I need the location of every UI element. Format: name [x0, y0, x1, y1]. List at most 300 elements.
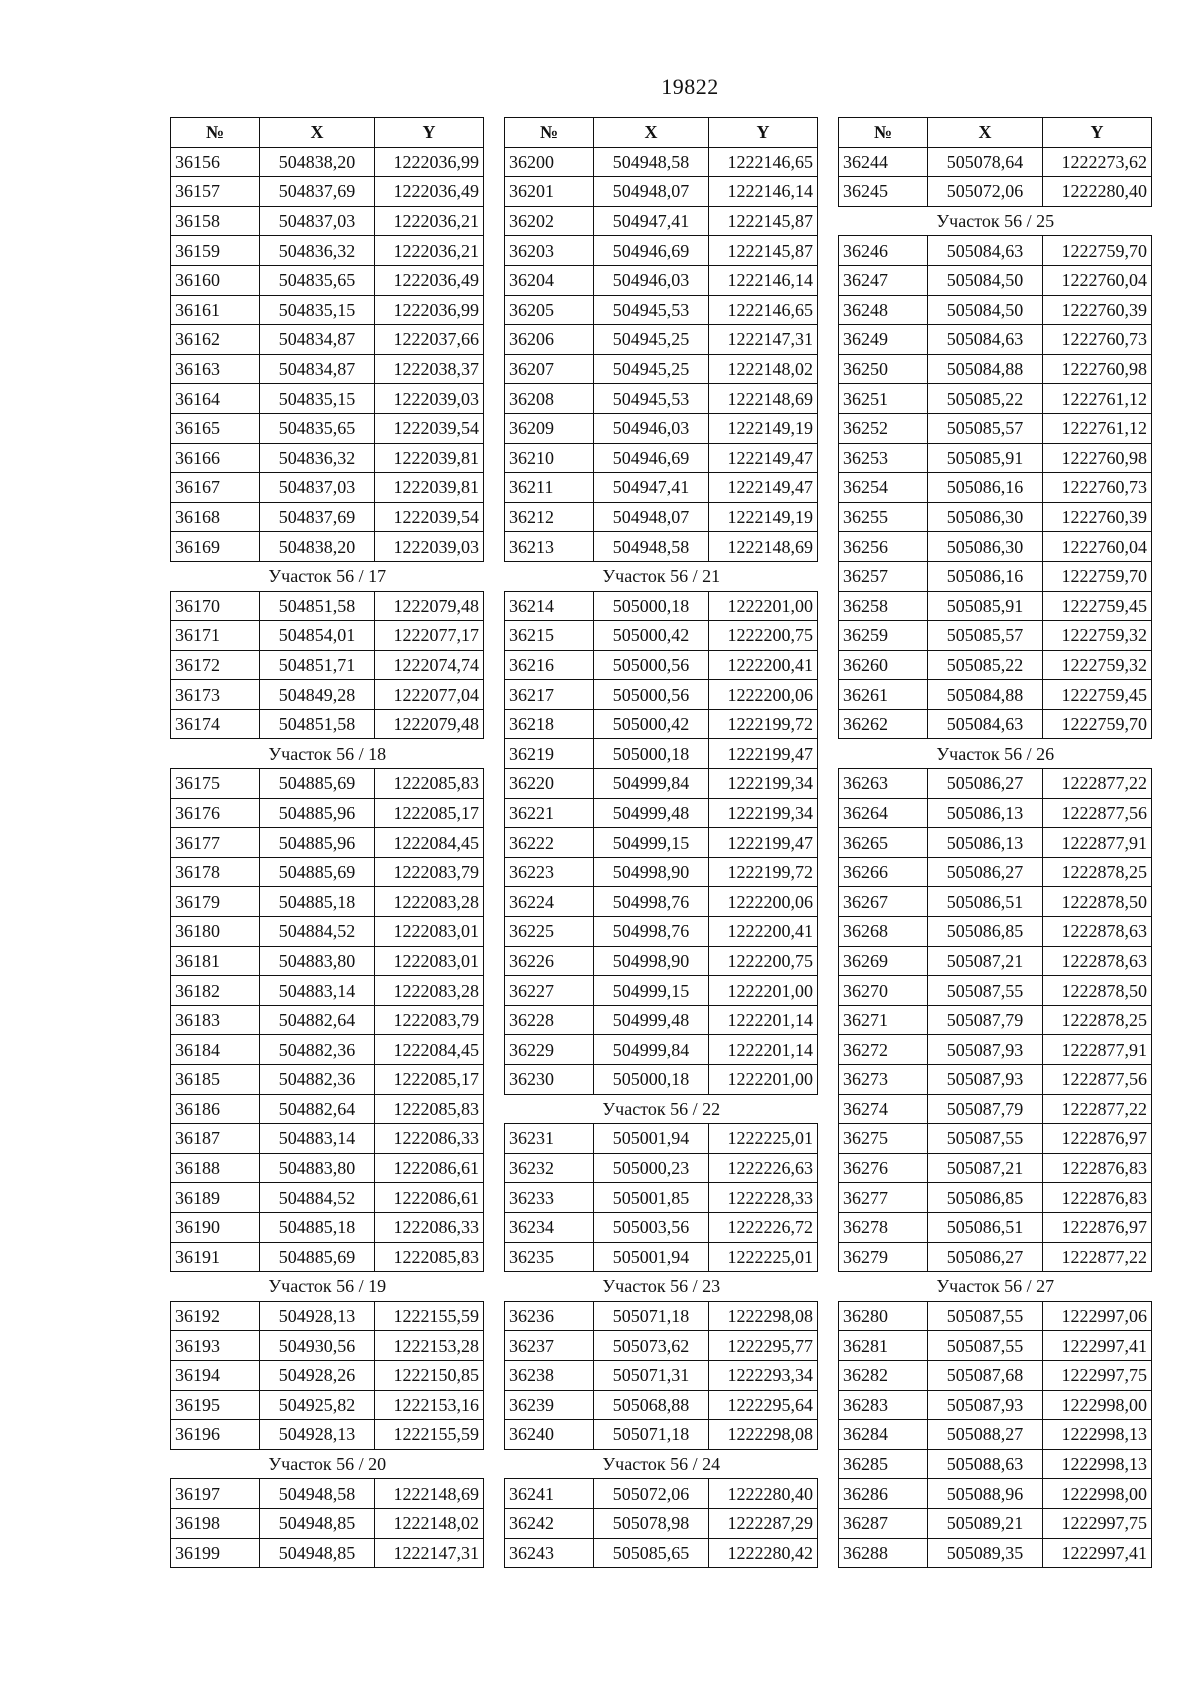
point-number: 36230 [505, 1065, 594, 1095]
x-coordinate: 504948,58 [594, 147, 709, 177]
point-number: 36237 [505, 1331, 594, 1361]
x-coordinate: 505000,23 [594, 1153, 709, 1183]
point-number: 36204 [505, 265, 594, 295]
table-row [839, 1301, 1152, 1331]
y-coordinate: 1222079,48 [375, 591, 484, 621]
y-coordinate: 1222200,75 [709, 946, 818, 976]
y-coordinate: 1222200,41 [709, 650, 818, 680]
point-number: 36181 [171, 946, 260, 976]
x-coordinate: 505084,63 [928, 325, 1043, 355]
y-coordinate: 1222038,37 [375, 354, 484, 384]
table-row [171, 1479, 484, 1509]
x-coordinate: 504948,07 [594, 502, 709, 532]
y-coordinate: 1222997,75 [1043, 1508, 1152, 1538]
x-coordinate: 505073,62 [594, 1331, 709, 1361]
table-row [839, 1153, 1152, 1183]
section-label: Участок 56 / 21 [505, 561, 818, 591]
x-coordinate: 504946,03 [594, 265, 709, 295]
x-coordinate: 505086,27 [928, 1242, 1043, 1272]
point-number: 36270 [839, 976, 928, 1006]
x-coordinate: 504851,58 [260, 591, 375, 621]
y-coordinate: 1222083,28 [375, 976, 484, 1006]
point-number: 36225 [505, 917, 594, 947]
x-coordinate: 505084,88 [928, 354, 1043, 384]
x-coordinate: 504836,32 [260, 236, 375, 266]
table-row [505, 532, 818, 562]
table-row [171, 1094, 484, 1124]
point-number: 36220 [505, 769, 594, 799]
y-coordinate: 1222760,39 [1043, 295, 1152, 325]
x-coordinate: 504837,03 [260, 206, 375, 236]
x-coordinate: 505086,13 [928, 798, 1043, 828]
y-coordinate: 1222083,01 [375, 946, 484, 976]
x-coordinate: 504999,48 [594, 1005, 709, 1035]
y-coordinate: 1222201,14 [709, 1005, 818, 1035]
point-number: 36272 [839, 1035, 928, 1065]
y-coordinate: 1222759,45 [1043, 591, 1152, 621]
y-coordinate: 1222759,70 [1043, 709, 1152, 739]
point-number: 36232 [505, 1153, 594, 1183]
table-row [505, 443, 818, 473]
x-coordinate: 504998,76 [594, 887, 709, 917]
point-number: 36260 [839, 650, 928, 680]
table-row [171, 650, 484, 680]
point-number: 36169 [171, 532, 260, 562]
x-coordinate: 505084,50 [928, 265, 1043, 295]
y-coordinate: 1222280,40 [709, 1479, 818, 1509]
y-coordinate: 1222295,77 [709, 1331, 818, 1361]
point-number: 36251 [839, 384, 928, 414]
header-number: № [171, 118, 260, 148]
y-coordinate: 1222036,99 [375, 295, 484, 325]
table-row [505, 857, 818, 887]
x-coordinate: 505000,18 [594, 591, 709, 621]
y-coordinate: 1222155,59 [375, 1420, 484, 1450]
point-number: 36215 [505, 621, 594, 651]
point-number: 36185 [171, 1065, 260, 1095]
table-row [171, 1124, 484, 1154]
point-number: 36183 [171, 1005, 260, 1035]
x-coordinate: 505084,50 [928, 295, 1043, 325]
table-row [839, 1390, 1152, 1420]
table-row [505, 680, 818, 710]
point-number: 36202 [505, 206, 594, 236]
x-coordinate: 504854,01 [260, 621, 375, 651]
point-number: 36170 [171, 591, 260, 621]
y-coordinate: 1222036,99 [375, 147, 484, 177]
y-coordinate: 1222199,34 [709, 798, 818, 828]
coordinates-table-3 [838, 117, 1151, 1568]
table-row [171, 473, 484, 503]
x-coordinate: 505078,98 [594, 1508, 709, 1538]
y-coordinate: 1222039,54 [375, 413, 484, 443]
y-coordinate: 1222287,29 [709, 1508, 818, 1538]
x-coordinate: 504945,25 [594, 354, 709, 384]
y-coordinate: 1222877,91 [1043, 1035, 1152, 1065]
x-coordinate: 505085,22 [928, 650, 1043, 680]
section-label: Участок 56 / 25 [839, 206, 1152, 236]
table-row [839, 295, 1152, 325]
table-row [839, 384, 1152, 414]
y-coordinate: 1222201,14 [709, 1035, 818, 1065]
y-coordinate: 1222759,70 [1043, 561, 1152, 591]
table-row [505, 1124, 818, 1154]
point-number: 36265 [839, 828, 928, 858]
x-coordinate: 505086,30 [928, 502, 1043, 532]
table-row [171, 443, 484, 473]
y-coordinate: 1222199,72 [709, 857, 818, 887]
y-coordinate: 1222876,97 [1043, 1212, 1152, 1242]
y-coordinate: 1222760,73 [1043, 325, 1152, 355]
y-coordinate: 1222298,08 [709, 1301, 818, 1331]
y-coordinate: 1222155,59 [375, 1301, 484, 1331]
point-number: 36267 [839, 887, 928, 917]
y-coordinate: 1222085,83 [375, 1094, 484, 1124]
table-header-row [839, 118, 1152, 148]
header-x: X [594, 118, 709, 148]
table-row [505, 265, 818, 295]
y-coordinate: 1222759,45 [1043, 680, 1152, 710]
point-number: 36280 [839, 1301, 928, 1331]
x-coordinate: 505084,63 [928, 236, 1043, 266]
point-number: 36203 [505, 236, 594, 266]
table-row [505, 798, 818, 828]
y-coordinate: 1222148,69 [375, 1479, 484, 1509]
point-number: 36157 [171, 177, 260, 207]
y-coordinate: 1222878,50 [1043, 887, 1152, 917]
point-number: 36222 [505, 828, 594, 858]
x-coordinate: 505078,64 [928, 147, 1043, 177]
point-number: 36248 [839, 295, 928, 325]
point-number: 36234 [505, 1212, 594, 1242]
x-coordinate: 505087,93 [928, 1390, 1043, 1420]
table-row [839, 917, 1152, 947]
table-row [171, 532, 484, 562]
point-number: 36194 [171, 1360, 260, 1390]
x-coordinate: 504851,58 [260, 709, 375, 739]
y-coordinate: 1222149,47 [709, 473, 818, 503]
x-coordinate: 505086,27 [928, 857, 1043, 887]
table-row [171, 206, 484, 236]
point-number: 36242 [505, 1508, 594, 1538]
point-number: 36186 [171, 1094, 260, 1124]
table-row [171, 591, 484, 621]
point-number: 36243 [505, 1538, 594, 1568]
y-coordinate: 1222761,12 [1043, 384, 1152, 414]
coordinates-table [170, 117, 484, 1568]
x-coordinate: 504838,20 [260, 147, 375, 177]
y-coordinate: 1222074,74 [375, 650, 484, 680]
point-number: 36198 [171, 1508, 260, 1538]
table-row [505, 1390, 818, 1420]
table-row [505, 325, 818, 355]
x-coordinate: 504882,64 [260, 1005, 375, 1035]
table-row [505, 1005, 818, 1035]
table-row [505, 1153, 818, 1183]
y-coordinate: 1222148,69 [709, 384, 818, 414]
y-coordinate: 1222759,32 [1043, 650, 1152, 680]
point-number: 36227 [505, 976, 594, 1006]
point-number: 36277 [839, 1183, 928, 1213]
section-row [505, 1272, 818, 1302]
y-coordinate: 1222201,00 [709, 591, 818, 621]
y-coordinate: 1222149,47 [709, 443, 818, 473]
table-row [505, 1508, 818, 1538]
table-row [171, 265, 484, 295]
point-number: 36191 [171, 1242, 260, 1272]
table-row [171, 502, 484, 532]
table-row [839, 1005, 1152, 1035]
point-number: 36273 [839, 1065, 928, 1095]
point-number: 36229 [505, 1035, 594, 1065]
x-coordinate: 504835,65 [260, 265, 375, 295]
header-number: № [505, 118, 594, 148]
point-number: 36201 [505, 177, 594, 207]
point-number: 36219 [505, 739, 594, 769]
point-number: 36217 [505, 680, 594, 710]
y-coordinate: 1222086,61 [375, 1183, 484, 1213]
point-number: 36214 [505, 591, 594, 621]
table-row [505, 1420, 818, 1450]
point-number: 36253 [839, 443, 928, 473]
table-row [839, 1331, 1152, 1361]
table-row [505, 1065, 818, 1095]
y-coordinate: 1222083,79 [375, 1005, 484, 1035]
header-y: Y [709, 118, 818, 148]
y-coordinate: 1222293,34 [709, 1360, 818, 1390]
y-coordinate: 1222199,34 [709, 769, 818, 799]
point-number: 36159 [171, 236, 260, 266]
y-coordinate: 1222226,72 [709, 1212, 818, 1242]
point-number: 36287 [839, 1508, 928, 1538]
table-row [839, 946, 1152, 976]
table-row [171, 857, 484, 887]
table-row [839, 502, 1152, 532]
table-row [505, 295, 818, 325]
table-row [505, 1301, 818, 1331]
x-coordinate: 504883,14 [260, 1124, 375, 1154]
x-coordinate: 505087,21 [928, 946, 1043, 976]
y-coordinate: 1222760,04 [1043, 265, 1152, 295]
x-coordinate: 505001,94 [594, 1242, 709, 1272]
table-row [171, 384, 484, 414]
x-coordinate: 504999,84 [594, 769, 709, 799]
y-coordinate: 1222201,00 [709, 1065, 818, 1095]
table-row [171, 147, 484, 177]
table-row [839, 1479, 1152, 1509]
x-coordinate: 504945,53 [594, 295, 709, 325]
x-coordinate: 505068,88 [594, 1390, 709, 1420]
x-coordinate: 504999,84 [594, 1035, 709, 1065]
x-coordinate: 504946,69 [594, 443, 709, 473]
y-coordinate: 1222877,22 [1043, 1242, 1152, 1272]
x-coordinate: 504834,87 [260, 325, 375, 355]
x-coordinate: 504883,14 [260, 976, 375, 1006]
y-coordinate: 1222997,06 [1043, 1301, 1152, 1331]
x-coordinate: 504998,90 [594, 946, 709, 976]
x-coordinate: 504882,64 [260, 1094, 375, 1124]
y-coordinate: 1222146,14 [709, 265, 818, 295]
x-coordinate: 504884,52 [260, 917, 375, 947]
table-row [171, 828, 484, 858]
x-coordinate: 505087,79 [928, 1005, 1043, 1035]
x-coordinate: 504998,90 [594, 857, 709, 887]
y-coordinate: 1222153,28 [375, 1331, 484, 1361]
x-coordinate: 505086,85 [928, 1183, 1043, 1213]
table-row [171, 976, 484, 1006]
table-row [505, 177, 818, 207]
x-coordinate: 504925,82 [260, 1390, 375, 1420]
x-coordinate: 505087,55 [928, 1124, 1043, 1154]
point-number: 36239 [505, 1390, 594, 1420]
y-coordinate: 1222148,02 [709, 354, 818, 384]
y-coordinate: 1222878,25 [1043, 1005, 1152, 1035]
x-coordinate: 504945,53 [594, 384, 709, 414]
table-row [839, 1449, 1152, 1479]
table-row [171, 1508, 484, 1538]
y-coordinate: 1222998,13 [1043, 1420, 1152, 1450]
point-number: 36179 [171, 887, 260, 917]
y-coordinate: 1222998,13 [1043, 1449, 1152, 1479]
x-coordinate: 505088,63 [928, 1449, 1043, 1479]
table-row [839, 532, 1152, 562]
section-label: Участок 56 / 17 [171, 561, 484, 591]
x-coordinate: 504947,41 [594, 206, 709, 236]
point-number: 36240 [505, 1420, 594, 1450]
point-number: 36278 [839, 1212, 928, 1242]
y-coordinate: 1222037,66 [375, 325, 484, 355]
point-number: 36233 [505, 1183, 594, 1213]
x-coordinate: 504998,76 [594, 917, 709, 947]
x-coordinate: 505085,22 [928, 384, 1043, 414]
coordinates-table-2 [504, 117, 817, 1568]
x-coordinate: 504885,96 [260, 828, 375, 858]
x-coordinate: 505086,85 [928, 917, 1043, 947]
y-coordinate: 1222149,19 [709, 502, 818, 532]
table-row [505, 206, 818, 236]
y-coordinate: 1222877,56 [1043, 798, 1152, 828]
table-row [171, 769, 484, 799]
point-number: 36176 [171, 798, 260, 828]
y-coordinate: 1222146,65 [709, 295, 818, 325]
x-coordinate: 505086,16 [928, 473, 1043, 503]
point-number: 36188 [171, 1153, 260, 1183]
x-coordinate: 505084,88 [928, 680, 1043, 710]
section-label: Участок 56 / 24 [505, 1449, 818, 1479]
point-number: 36244 [839, 147, 928, 177]
x-coordinate: 504837,03 [260, 473, 375, 503]
table-row [171, 177, 484, 207]
y-coordinate: 1222077,17 [375, 621, 484, 651]
point-number: 36180 [171, 917, 260, 947]
x-coordinate: 505071,18 [594, 1420, 709, 1450]
point-number: 36269 [839, 946, 928, 976]
x-coordinate: 505072,06 [928, 177, 1043, 207]
y-coordinate: 1222295,64 [709, 1390, 818, 1420]
x-coordinate: 504851,71 [260, 650, 375, 680]
y-coordinate: 1222085,17 [375, 1065, 484, 1095]
x-coordinate: 505000,56 [594, 650, 709, 680]
table-row [171, 917, 484, 947]
table-row [505, 1242, 818, 1272]
header-x: X [928, 118, 1043, 148]
y-coordinate: 1222145,87 [709, 236, 818, 266]
x-coordinate: 504885,96 [260, 798, 375, 828]
table-row [505, 1479, 818, 1509]
y-coordinate: 1222036,49 [375, 177, 484, 207]
table-row [839, 650, 1152, 680]
point-number: 36211 [505, 473, 594, 503]
point-number: 36206 [505, 325, 594, 355]
coordinates-table [838, 117, 1152, 1568]
x-coordinate: 505001,94 [594, 1124, 709, 1154]
y-coordinate: 1222085,17 [375, 798, 484, 828]
x-coordinate: 504928,13 [260, 1301, 375, 1331]
point-number: 36178 [171, 857, 260, 887]
x-coordinate: 504999,15 [594, 828, 709, 858]
table-row [171, 1538, 484, 1568]
y-coordinate: 1222280,40 [1043, 177, 1152, 207]
point-number: 36195 [171, 1390, 260, 1420]
table-row [839, 1538, 1152, 1568]
table-row [505, 502, 818, 532]
y-coordinate: 1222199,72 [709, 709, 818, 739]
point-number: 36209 [505, 413, 594, 443]
x-coordinate: 505087,68 [928, 1360, 1043, 1390]
y-coordinate: 1222200,06 [709, 680, 818, 710]
table-row [505, 413, 818, 443]
y-coordinate: 1222039,03 [375, 532, 484, 562]
y-coordinate: 1222759,70 [1043, 236, 1152, 266]
table-row [839, 828, 1152, 858]
y-coordinate: 1222036,21 [375, 236, 484, 266]
table-row [839, 591, 1152, 621]
y-coordinate: 1222878,50 [1043, 976, 1152, 1006]
y-coordinate: 1222150,85 [375, 1360, 484, 1390]
section-label: Участок 56 / 27 [839, 1272, 1152, 1302]
table-row [171, 325, 484, 355]
section-label: Участок 56 / 23 [505, 1272, 818, 1302]
section-row [839, 206, 1152, 236]
section-row [505, 1449, 818, 1479]
x-coordinate: 504948,85 [260, 1538, 375, 1568]
table-row [839, 680, 1152, 710]
y-coordinate: 1222153,16 [375, 1390, 484, 1420]
x-coordinate: 504885,69 [260, 857, 375, 887]
y-coordinate: 1222036,49 [375, 265, 484, 295]
section-row [171, 561, 484, 591]
section-row [171, 1449, 484, 1479]
point-number: 36182 [171, 976, 260, 1006]
x-coordinate: 504849,28 [260, 680, 375, 710]
y-coordinate: 1222148,02 [375, 1508, 484, 1538]
table-row [505, 917, 818, 947]
table-row [171, 1331, 484, 1361]
table-row [839, 1360, 1152, 1390]
y-coordinate: 1222997,75 [1043, 1360, 1152, 1390]
table-row [839, 1508, 1152, 1538]
table-row [839, 1212, 1152, 1242]
point-number: 36218 [505, 709, 594, 739]
point-number: 36249 [839, 325, 928, 355]
point-number: 36224 [505, 887, 594, 917]
point-number: 36166 [171, 443, 260, 473]
x-coordinate: 505089,35 [928, 1538, 1043, 1568]
x-coordinate: 505085,91 [928, 443, 1043, 473]
table-row [839, 857, 1152, 887]
point-number: 36212 [505, 502, 594, 532]
point-number: 36247 [839, 265, 928, 295]
